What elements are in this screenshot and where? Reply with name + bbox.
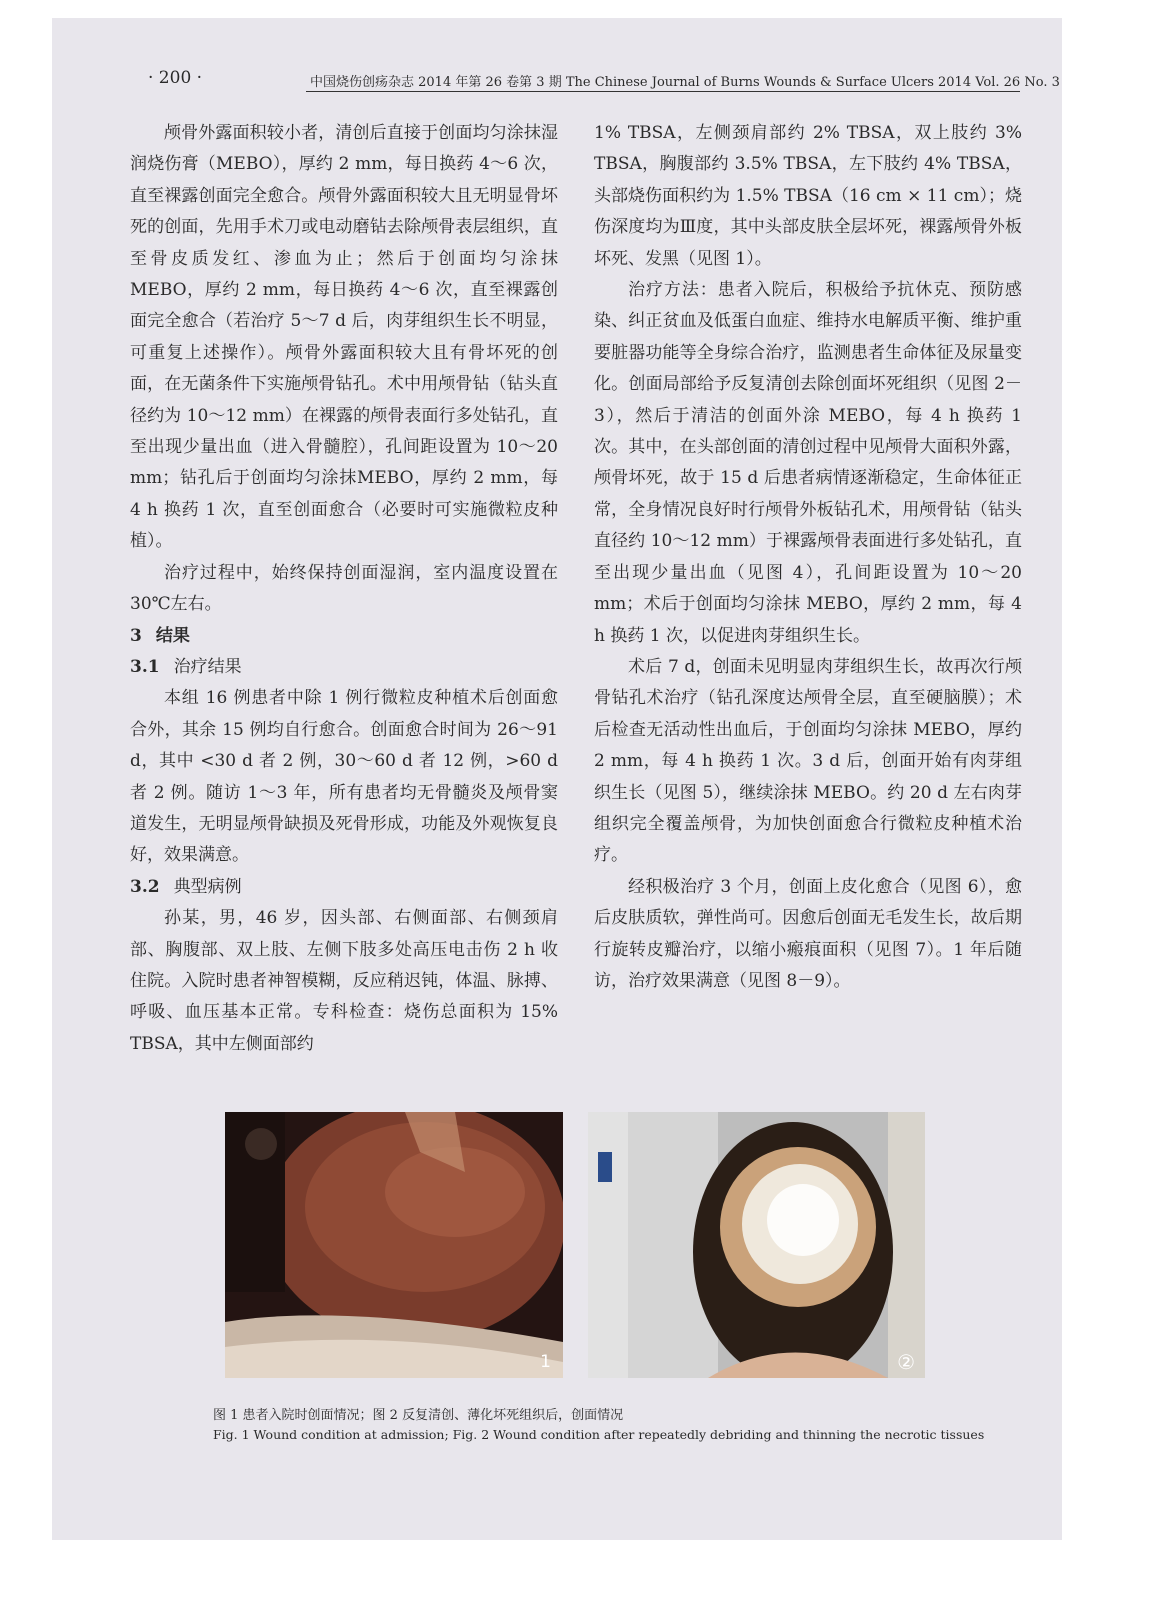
paragraph: 经积极治疗 3 个月，创面上皮化愈合（见图 6），愈后皮肤质软，弹性尚可。因愈后创面无毛发生长，故后期行旋转皮瓣治疗，以缩小瘢痕面积（见图 7）。1 年后随访，治疗效果满意（见图 8－9）。 <box>594 876 1022 991</box>
figure-1-photo <box>225 1112 563 1378</box>
page-number: · 200 · <box>148 68 203 88</box>
paragraph: 1% TBSA，左侧颈肩部约 2% TBSA，双上肢约 3% TBSA，胸腹部约 3.5% TBSA，左下肢约 4% TBSA，头部烧伤面积约为 1.5% TBSA（16 cm × 11 cm）；烧伤深度均为Ⅲ度，其中头部皮肤全层坏死，裸露颅骨外板坏死、发黑（见图 1）。 <box>594 123 1022 269</box>
running-header <box>80 68 1060 92</box>
section-heading-results: 3 结果 <box>130 625 190 646</box>
figure-caption-chinese: 图 1 患者入院时创面情况；图 2 反复清创、薄化坏死组织后，创面情况 <box>213 1408 624 1423</box>
figure-2-illustration <box>588 1112 925 1378</box>
paragraph: 颅骨外露面积较小者，清创后直接于创面均匀涂抹湿润烧伤膏（MEBO），厚约 2 mm，每日换药 4～6 次，直至裸露创面完全愈合。颅骨外露面积较大且无明显骨坏死的创面，先用手术刀或电动磨钻去除颅骨表层组织，直至骨皮质发红、渗血为止；然后于创面均匀涂抹 MEBO，厚约 2 mm，每日换药 4～6 次，直至裸露创面完全愈合（若治疗 5～7 d 后，肉芽组织生长不明显，可重复上述操作）。颅骨外露面积较大且有骨坏死的创面，在无菌条件下实施颅骨钻孔。术中用颅骨钻（钻头直径约为 10～12 mm）在裸露的颅骨表面行多处钻孔，直至出现少量出血（进入骨髓腔），孔间距设置为 10～20 mm；钻孔后于创面均匀涂抹MEBO，厚约 2 mm，每 4 h 换药 1 次，直至创面愈合（必要时可实施微粒皮种植）。 <box>130 123 558 552</box>
figure-1-number: 1 <box>540 1352 551 1372</box>
figure-2-number: ② <box>897 1350 915 1374</box>
right-column <box>594 118 1022 997</box>
paragraph: 孙某，男，46 岁，因头部、右侧面部、右侧颈肩部、胸腹部、双上肢、左侧下肢多处高压电击伤 2 h 收住院。入院时患者神智模糊，反应稍迟钝，体温、脉搏、呼吸、血压基本正常。专科检查：烧伤总面积为 15% TBSA，其中左侧面部约 <box>130 908 558 1054</box>
header-rule <box>306 91 1020 92</box>
paragraph: 治疗过程中，始终保持创面湿润，室内温度设置在 30℃左右。 <box>130 562 558 615</box>
paragraph: 术后 7 d，创面未见明显肉芽组织生长，故再次行颅骨钻孔术治疗（钻孔深度达颅骨全层，直至硬脑膜）；术后检查无活动性出血后，于创面均匀涂抹 MEBO，厚约 2 mm，每 4 h 换药 1 次。3 d 后，创面开始有肉芽组织生长（见图 5），继续涂抹 MEBO。约 20 d 左右肉芽组织完全覆盖颅骨，为加快创面愈合行微粒皮种植术治疗。 <box>594 656 1022 866</box>
subsection-heading-treatment-results: 3.1 治疗结果 <box>130 656 242 677</box>
figure-caption-english: Fig. 1 Wound condition at admission; Fig. 2 Wound condition after repeatedly debriding and thinning the necrotic tissues <box>213 1427 985 1442</box>
paragraph: 治疗方法：患者入院后，积极给予抗休克、预防感染、纠正贫血及低蛋白血症、维持水电解质平衡、维护重要脏器功能等全身综合治疗，监测患者生命体征及尿量变化。创面局部给予反复清创去除创面坏死组织（见图 2－3），然后于清洁的创面外涂 MEBO，每 4 h 换药 1 次。其中，在头部创面的清创过程中见颅骨大面积外露，颅骨坏死，故于 15 d 后患者病情逐渐稳定，生命体征正常，全身情况良好时行颅骨外板钻孔术，用颅骨钻（钻头直径约 10～12 mm）于裸露颅骨表面进行多处钻孔，直至出现少量出血（见图 4），孔间距设置为 10～20 mm；术后于创面均匀涂抹 MEBO，厚约 2 mm，每 4 h 换药 1 次，以促进肉芽组织生长。 <box>594 280 1022 646</box>
subsection-heading-typical-case: 3.2 典型病例 <box>130 876 242 897</box>
figure-2-photo <box>588 1112 925 1378</box>
paragraph: 本组 16 例患者中除 1 例行微粒皮种植术后创面愈合外，其余 15 例均自行愈合。创面愈合时间为 26～91 d，其中 <30 d 者 2 例，30～60 d 者 12 例，>60 d 者 2 例。随访 1～3 年，所有患者均无骨髓炎及颅骨窦道发生，无明显颅骨缺损及死骨形成，功能及外观恢复良好，效果满意。 <box>130 688 558 866</box>
left-column <box>130 118 558 1060</box>
figure-1-illustration <box>225 1112 563 1378</box>
journal-title: 中国烧伤创疡杂志 2014 年第 26 卷第 3 期 The Chinese Journal of Burns Wounds & Surface Ulcers 2014 Vol. 26 No. 3 <box>310 75 1060 90</box>
